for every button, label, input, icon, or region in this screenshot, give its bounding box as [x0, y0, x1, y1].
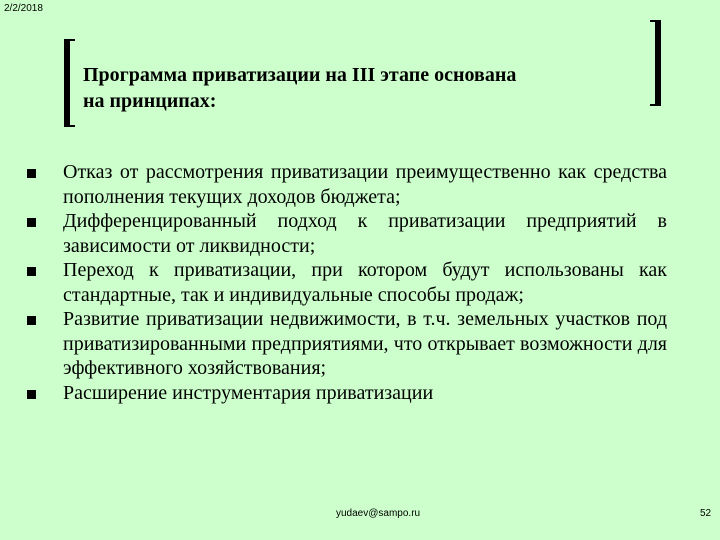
bullet-text: Переход к приватизации, при котором будут использованы как стандартные, так и индивидуальные способы продаж; [63, 259, 667, 306]
date-label: 2/2/2018 [4, 3, 43, 14]
bullet-text: Развитие приватизации недвижимости, в т.ч. земельных участков под приватизированными предприятиями, что открывает возможности для эффективного хозяйствования; [63, 308, 667, 379]
square-bullet-icon [27, 390, 36, 399]
bullet-item [27, 160, 667, 209]
bullet-item [27, 307, 667, 381]
bullet-text: Дифференцированный подход к приватизации предприятий в зависимости от ликвидности; [63, 210, 667, 257]
footer-email: yudaev@sampo.ru [336, 508, 421, 519]
square-bullet-icon [27, 218, 36, 227]
bullet-text: Расширение инструментария приватизации [63, 381, 434, 404]
square-bullet-icon [27, 267, 36, 276]
slide-title-line-2: на принципах: [83, 90, 217, 112]
page-number: 52 [700, 508, 712, 519]
bullet-item [27, 258, 667, 307]
left-bracket-decoration [64, 39, 75, 127]
square-bullet-icon [27, 316, 36, 325]
bullet-list [27, 160, 667, 405]
bullet-item [27, 209, 667, 258]
slide-title [83, 62, 633, 114]
slide-title-line-1: Программа приватизации на III этапе основана [83, 64, 517, 86]
bullet-item [27, 381, 667, 406]
right-bracket-decoration [650, 20, 661, 106]
bullet-text: Отказ от рассмотрения приватизации преимущественно как средства пополнения текущих доходов бюджета; [63, 161, 667, 208]
square-bullet-icon [27, 169, 36, 178]
